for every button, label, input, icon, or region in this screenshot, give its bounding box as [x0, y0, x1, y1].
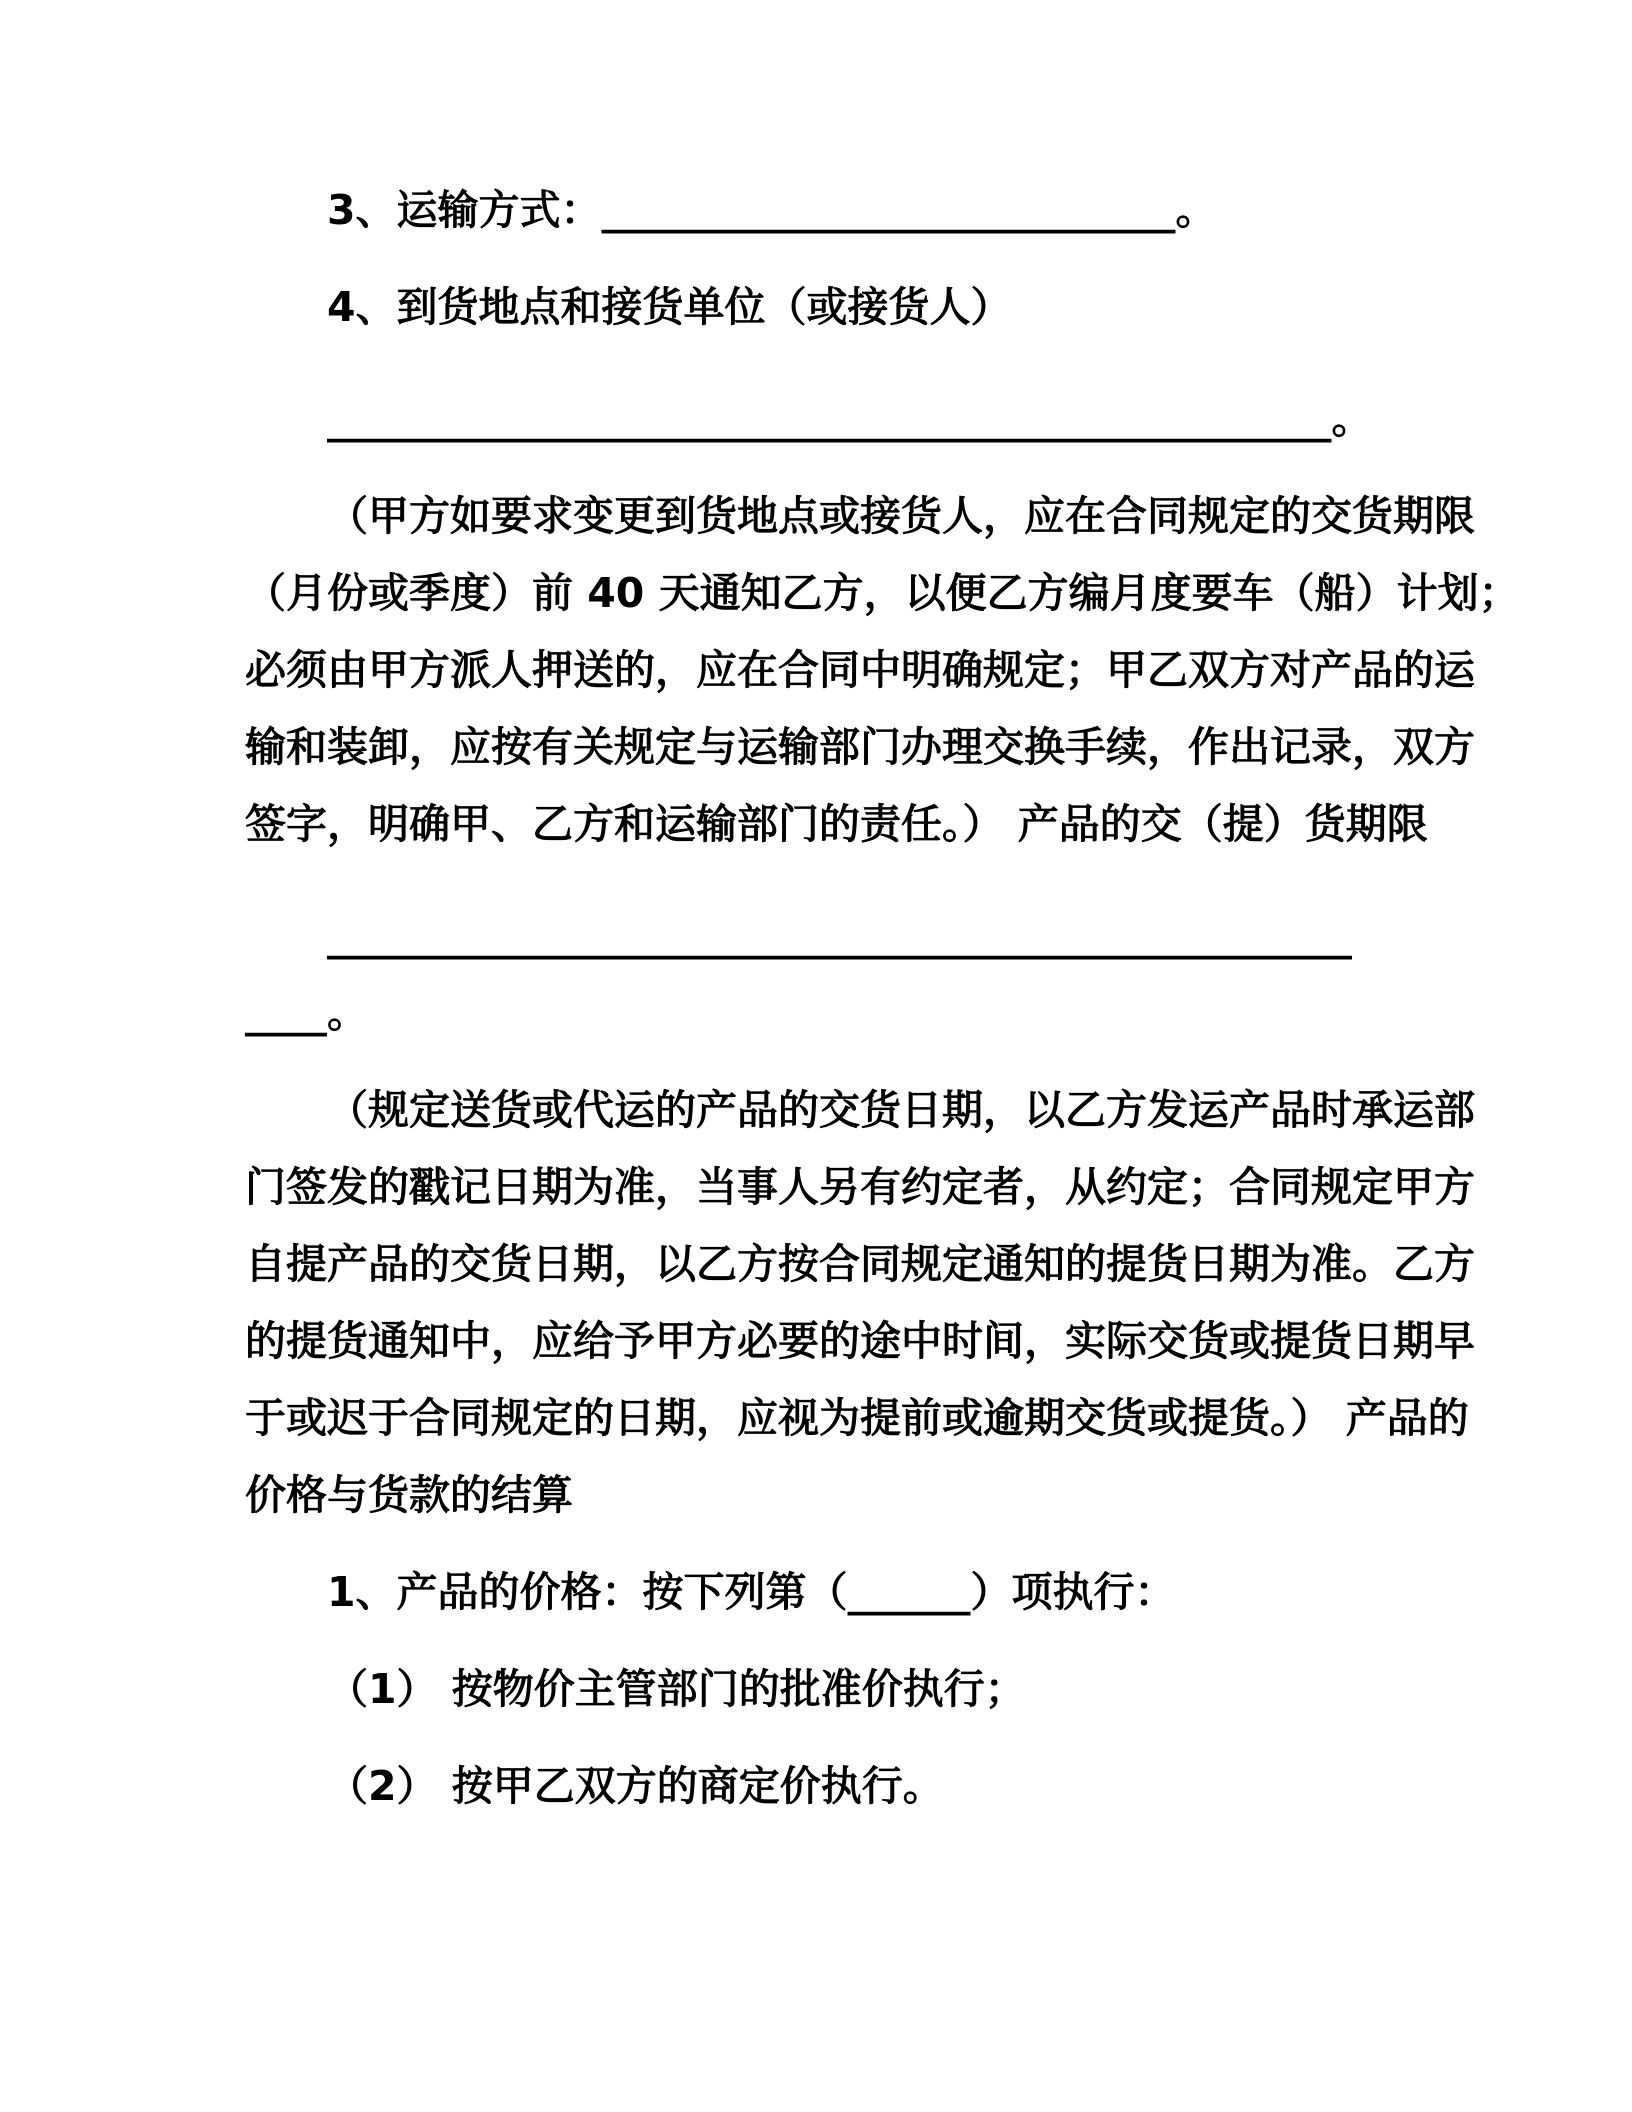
document-line: ____。: [245, 989, 368, 1037]
document-line: （甲方如要求变更到货地点或接货人，应在合同规定的交货期限: [327, 492, 1475, 540]
paragraph-note-change-of-destination: [245, 478, 1520, 863]
paragraph-note-delivery-date-and-price: [245, 1072, 1492, 1534]
document-line: _________________________________________________。: [327, 395, 1373, 443]
document-line: 输和装卸，应按有关规定与运输部门办理交换手续，作出记录，双方: [245, 723, 1475, 771]
paragraph-price-option-2: [245, 1748, 1492, 1825]
paragraph-clause-4-delivery-place: [245, 269, 1492, 346]
document-line: （月份或季度）前 40 天通知乙方，以便乙方编月度要车（船）计划；: [245, 569, 1520, 617]
document-line: 于或迟于合同规定的日期，应视为提前或逾期交货或提货。） 产品的: [245, 1394, 1469, 1442]
document-line: 门签发的戳记日期为准，当事人另有约定者，从约定；合同规定甲方: [245, 1163, 1475, 1211]
document-line: （1） 按物价主管部门的批准价执行；: [327, 1665, 1026, 1713]
document-line: 的提货通知中，应给予甲方必要的途中时间，实际交货或提货日期早: [245, 1317, 1475, 1365]
document-line: （规定送货或代运的产品的交货日期，以乙方发运产品时承运部: [327, 1086, 1475, 1134]
document-line: __________________________________________________: [327, 912, 1352, 960]
document-line: 4、到货地点和接货单位（或接货人）: [327, 283, 1012, 331]
document-line: 自提产品的交货日期，以乙方按合同规定通知的提货日期为准。乙方: [245, 1240, 1475, 1288]
paragraph-clause-3-transport-mode: [245, 172, 1492, 249]
paragraph-blank-fill-line-1: [245, 381, 1492, 458]
document-line: 必须由甲方派人押送的，应在合同中明确规定；甲乙双方对产品的运: [245, 646, 1475, 694]
paragraph-price-option-1: [245, 1651, 1492, 1728]
document-line: 1、产品的价格：按下列第（______）项执行：: [327, 1568, 1176, 1616]
document-line: 签字，明确甲、乙方和运输部门的责任。） 产品的交（提）货期限: [245, 800, 1428, 848]
document-line: 3、运输方式：____________________________。: [327, 186, 1217, 234]
document-line: （2） 按甲乙双方的商定价执行。: [327, 1762, 944, 1810]
paragraph-blank-fill-line-2: [245, 898, 1492, 1052]
document-line: 价格与货款的结算: [245, 1471, 573, 1519]
paragraph-clause-1-product-price: [245, 1554, 1492, 1631]
